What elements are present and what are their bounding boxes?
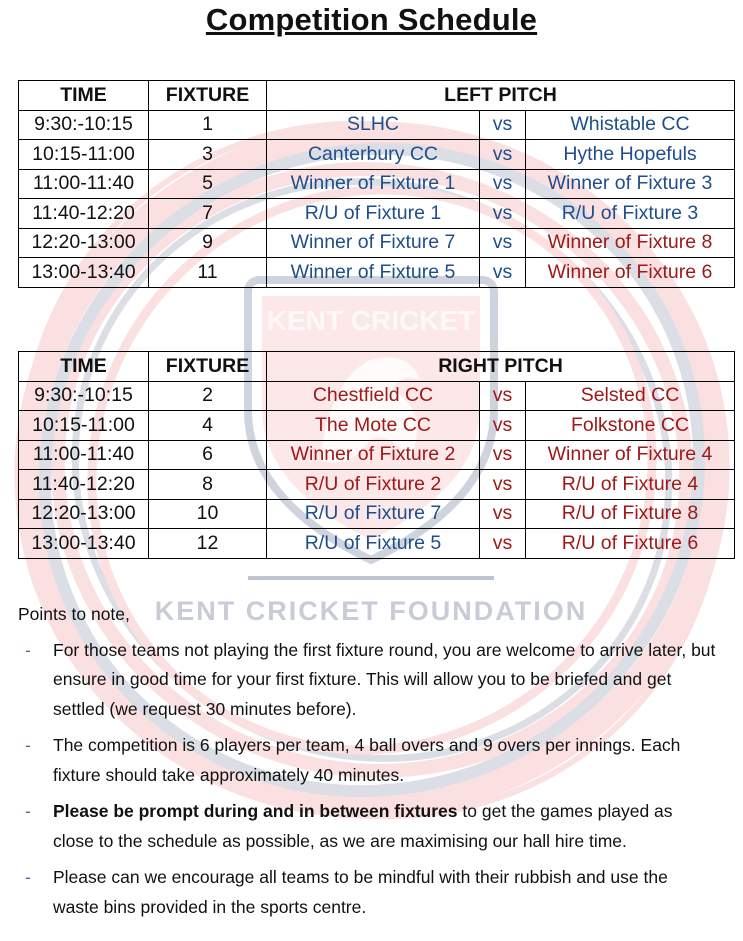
table-row [19,440,735,470]
cell-team-a: SLHC [267,110,480,140]
cell-team-b: Winner of Fixture 8 [526,228,735,258]
note-item [18,731,734,790]
table-row [19,411,735,441]
cell-time: 10:15-11:00 [19,140,149,170]
header-time: TIME [19,81,149,111]
cell-vs: vs [480,411,526,441]
cell-team-a: Chestfield CC [267,381,480,411]
cell-team-b: R/U of Fixture 8 [526,499,735,529]
note-bold-text: Please be prompt during and in between fixtures [53,801,458,821]
cell-time: 11:40-12:20 [19,470,149,500]
note-text: The competition is 6 players per team, 4 ball overs and 9 overs per innings. Each fixture should take approximately 40 minutes. [53,735,681,785]
cell-fixture: 8 [149,470,267,500]
cell-vs: vs [480,199,526,229]
cell-fixture: 11 [149,258,267,288]
cell-team-a: The Mote CC [267,411,480,441]
cell-team-a: Canterbury CC [267,140,480,170]
note-text: Please can we encourage all teams to be mindful with their rubbish and use the waste bins provided in the sports centre. [53,867,668,917]
cell-vs: vs [480,258,526,288]
cell-team-b: Selsted CC [526,381,735,411]
cell-vs: vs [480,381,526,411]
notes-section [18,600,734,929]
table-row [19,110,735,140]
notes-list [18,636,734,923]
cell-fixture: 3 [149,140,267,170]
cell-team-b: R/U of Fixture 6 [526,529,735,559]
cell-fixture: 9 [149,228,267,258]
header-fixture: FIXTURE [149,81,267,111]
header-time: TIME [19,352,149,382]
cell-vs: vs [480,499,526,529]
table-row [19,470,735,500]
cell-fixture: 10 [149,499,267,529]
header-left-pitch: LEFT PITCH [267,81,735,111]
cell-team-b: Winner of Fixture 6 [526,258,735,288]
notes-intro: Points to note, [18,604,130,624]
watermark-org-text: KENT CRICKET FOUNDATION [154,596,588,626]
cell-team-b: R/U of Fixture 3 [526,199,735,229]
bullet-dash: - [25,639,31,660]
cell-team-b: Folkstone CC [526,411,735,441]
cell-time: 12:20-13:00 [19,228,149,258]
cell-time: 12:20-13:00 [19,499,149,529]
badge-text: KENT CRICKET [266,305,476,336]
table-header-row [19,81,735,111]
cell-fixture: 1 [149,110,267,140]
cell-vs: vs [480,470,526,500]
cell-team-b: Whistable CC [526,110,735,140]
cell-fixture: 12 [149,529,267,559]
cell-vs: vs [480,529,526,559]
cell-time: 13:00-13:40 [19,258,149,288]
cell-team-a: Winner of Fixture 1 [267,169,480,199]
cell-team-a: Winner of Fixture 5 [267,258,480,288]
cell-team-a: R/U of Fixture 1 [267,199,480,229]
table-row [19,529,735,559]
table-header-row [19,352,735,382]
cell-time: 13:00-13:40 [19,529,149,559]
bullet-dash: - [25,735,31,755]
table-row [19,228,735,258]
table-row [19,140,735,170]
cell-team-a: Winner of Fixture 7 [267,228,480,258]
table-row [19,381,735,411]
cell-vs: vs [480,110,526,140]
cell-team-a: R/U of Fixture 7 [267,499,480,529]
cell-vs: vs [480,228,526,258]
cell-time: 9:30:-10:15 [19,381,149,411]
cell-time: 11:00-11:40 [19,169,149,199]
header-right-pitch: RIGHT PITCH [267,352,735,382]
cell-team-b: Hythe Hopefuls [526,140,735,170]
cell-vs: vs [480,440,526,470]
cell-time: 10:15-11:00 [19,411,149,441]
cell-fixture: 7 [149,199,267,229]
table-row [19,199,735,229]
cell-time: 11:40-12:20 [19,199,149,229]
page-title: Competition Schedule [205,2,538,37]
cell-team-b: R/U of Fixture 4 [526,470,735,500]
cell-team-a: R/U of Fixture 2 [267,470,480,500]
cell-fixture: 2 [149,381,267,411]
note-text: to get the games played as close to the schedule as possible, as we are maximising our hall hire time. [53,801,673,851]
note-item [18,636,734,725]
left-pitch-table [18,80,735,288]
cell-vs: vs [480,169,526,199]
cell-time: 9:30:-10:15 [19,110,149,140]
cell-fixture: 4 [149,411,267,441]
cell-time: 11:00-11:40 [19,440,149,470]
right-pitch-table [18,351,735,559]
bullet-dash: - [25,867,31,887]
cell-team-a: Winner of Fixture 2 [267,440,480,470]
header-fixture: FIXTURE [149,352,267,382]
cell-vs: vs [480,140,526,170]
cell-fixture: 5 [149,169,267,199]
note-item [18,797,734,856]
cell-team-b: Winner of Fixture 3 [526,169,735,199]
cell-team-a: R/U of Fixture 5 [267,529,480,559]
table-row [19,169,735,199]
cell-team-b: Winner of Fixture 4 [526,440,735,470]
bullet-dash: - [25,801,31,821]
table-row [19,499,735,529]
cell-fixture: 6 [149,440,267,470]
table-row [19,258,735,288]
note-text: For those teams not playing the first fixture round, you are welcome to arrive later, but ensure in good time for your first fixture. This will allow you to be briefed and get settled (we request 30 minutes before). [53,639,716,719]
note-item [18,863,734,922]
